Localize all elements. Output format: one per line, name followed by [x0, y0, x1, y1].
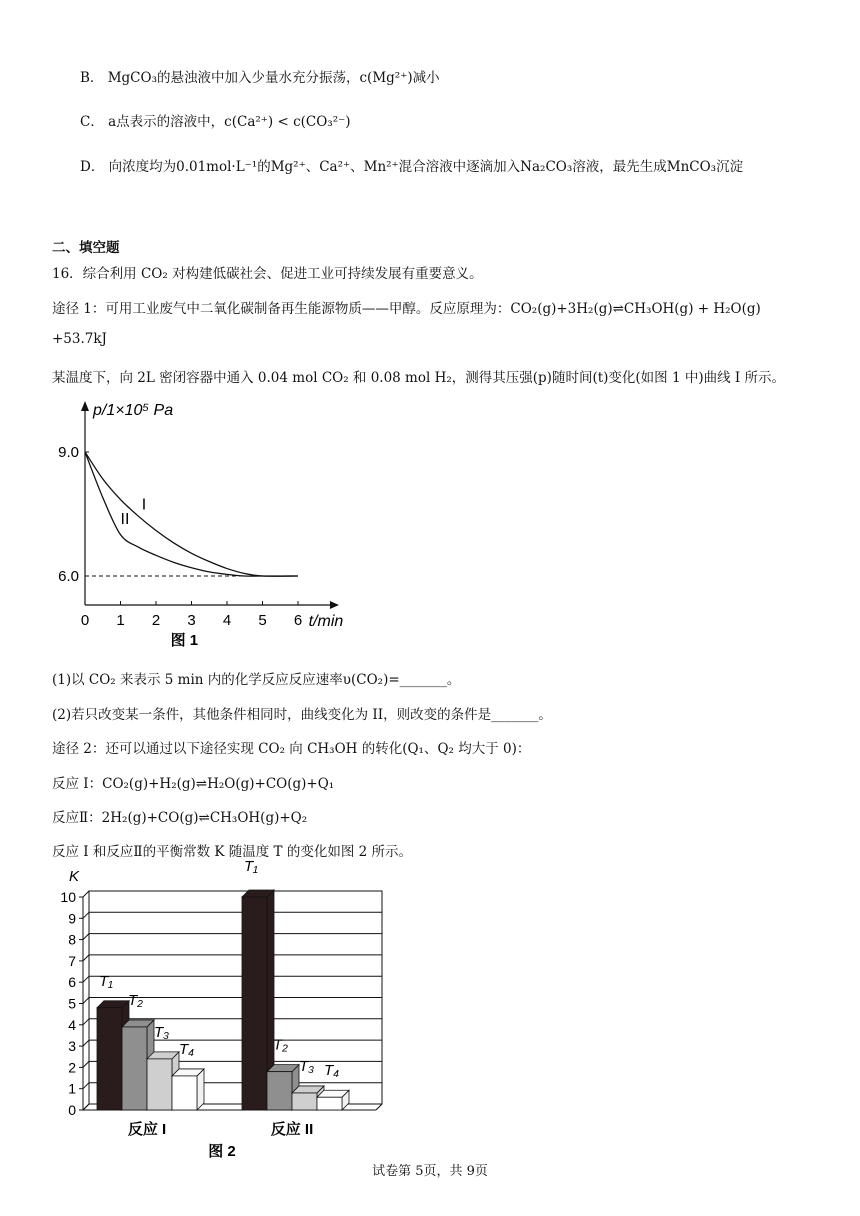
series-label-i: I [141, 496, 147, 514]
grid-diag [83, 934, 89, 940]
q16-sub1: (1)以 CO₂ 来表示 5 min 内的化学反应反应速率υ(CO₂)=_______。 [52, 672, 461, 688]
y-tick-label: 6.0 [58, 568, 79, 585]
x-tick-label: 5 [258, 612, 267, 629]
y-tick-label: 1 [68, 1080, 76, 1097]
option-b: B． MgCO₃的悬浊液中加入少量水充分振荡，c(Mg²⁺)减小 [80, 70, 440, 86]
group-label-2: 反应 II [270, 1121, 314, 1138]
bar-g2-4-label: T₄ [324, 1062, 340, 1080]
bar-g2-2-label: T₂ [273, 1036, 288, 1054]
group-label-1: 反应 I [127, 1121, 167, 1138]
figure-1-caption: 图 1 [170, 632, 199, 649]
series-line-ii [85, 452, 298, 576]
bar-g1-3 [147, 1059, 172, 1110]
grid-diag [83, 1083, 89, 1089]
y-axis-label: K [69, 868, 80, 885]
q16-route2: 途径 2：还可以通过以下途径实现 CO₂ 向 CH₃OH 的转化(Q₁、Q₂ 均大于 0)： [52, 741, 531, 757]
y-tick-label: 7 [68, 952, 76, 969]
y-tick-label: 5 [68, 995, 76, 1012]
bar-g2-1 [242, 897, 267, 1110]
y-axis-label: p/1×10⁵ Pa [93, 402, 174, 419]
bar-g1-2 [122, 1027, 147, 1110]
q16-fig2-desc: 反应 I 和反应Ⅱ的平衡常数 K 随温度 T 的变化如图 2 所示。 [52, 844, 413, 860]
series-label-ii: II [120, 511, 130, 529]
grid-diag [83, 1040, 89, 1046]
grid-diag [83, 998, 89, 1004]
grid-diag [83, 1104, 89, 1110]
grid-diag [83, 955, 89, 961]
x-axis-label: t/min [308, 613, 344, 630]
bar-g2-2 [267, 1072, 292, 1110]
page-footer: 试卷第 5页，共 9页 [372, 1164, 488, 1179]
figure-2-bar-chart [50, 860, 400, 1160]
bar-g1-3-label: T₃ [154, 1023, 170, 1041]
figure-2-caption: 图 2 [208, 1143, 236, 1160]
x-tick-label: 2 [151, 612, 161, 629]
x-tick-label: 4 [222, 612, 232, 629]
figure-2-plot [60, 860, 382, 1160]
series-line-i [85, 452, 298, 576]
x-axis-arrow [330, 601, 339, 609]
bar-g2-3 [292, 1093, 317, 1110]
grid-diag [83, 1061, 89, 1067]
grid-diag [83, 976, 89, 982]
q16-reaction2: 反应Ⅱ：2H₂(g)+CO(g)⇌CH₃OH(g)+Q₂ [52, 810, 308, 826]
option-d: D． 向浓度均为0.01mol·L⁻¹的Mg²⁺、Ca²⁺、Mn²⁺混合溶液中逐滴加入Na₂CO₃溶液，最先生成MnCO₃沉淀 [80, 159, 744, 175]
y-tick-label: 0 [68, 1102, 76, 1118]
bar-g1-2-label: T₂ [128, 991, 143, 1009]
x-tick-label: 1 [116, 612, 125, 629]
bar-g2-1-label: T₁ [244, 860, 258, 875]
y-tick-label: 2 [68, 1059, 76, 1076]
figure-1-line-chart [50, 395, 360, 660]
floor-edge-right [376, 1104, 382, 1110]
bar-g1-4 [172, 1076, 197, 1110]
q16-route1-heat: +53.7kJ [52, 331, 107, 347]
y-tick-label: 8 [68, 931, 76, 948]
figure-1-plot [58, 401, 343, 649]
y-tick-label: 4 [68, 1016, 76, 1033]
bar-g2-3-label: T₃ [299, 1057, 315, 1075]
bar-g1-1 [97, 1008, 122, 1110]
y-tick-label: 9 [68, 910, 76, 927]
y-tick-label: 3 [68, 1038, 76, 1055]
x-tick-label: 6 [293, 612, 303, 629]
bar-g1-4-label: T₄ [179, 1040, 195, 1058]
q16-sub2: (2)若只改变某一条件，其他条件相同时，曲线变化为 II，则改变的条件是_______。 [52, 707, 552, 723]
grid-diag [83, 1019, 89, 1025]
q16-route1: 途径 1：可用工业废气中二氧化碳制备再生能源物质——甲醇。反应原理为：CO₂(g)+3H₂(g)⇌CH₃OH(g) + H₂O(g) [52, 301, 761, 317]
y-tick-label: 9.0 [58, 444, 79, 461]
option-c: C． a点表示的溶液中，c(Ca²⁺) < c(CO₃²⁻) [80, 114, 351, 130]
x-tick-label: 3 [187, 612, 196, 629]
grid-diag [83, 912, 89, 918]
x-tick-label: 0 [80, 612, 90, 629]
q16-intro: 16．综合利用 CO₂ 对构建低碳社会、促进工业可持续发展有重要意义。 [52, 266, 483, 282]
bar-g2-4 [317, 1097, 342, 1110]
section-title: 二、填空题 [52, 240, 120, 256]
y-tick-label: 10 [60, 889, 76, 905]
bar-g1-1-label: T₁ [99, 972, 113, 990]
grid-diag [83, 891, 89, 897]
y-tick-label: 6 [68, 974, 76, 991]
y-axis-arrow [81, 401, 89, 411]
q16-condition: 某温度下，向 2L 密闭容器中通入 0.04 mol CO₂ 和 0.08 mol H₂，测得其压强(p)随时间(t)变化(如图 1 中)曲线 I 所示。 [52, 370, 786, 386]
q16-reaction1: 反应 I：CO₂(g)+H₂(g)⇌H₂O(g)+CO(g)+Q₁ [52, 776, 335, 792]
